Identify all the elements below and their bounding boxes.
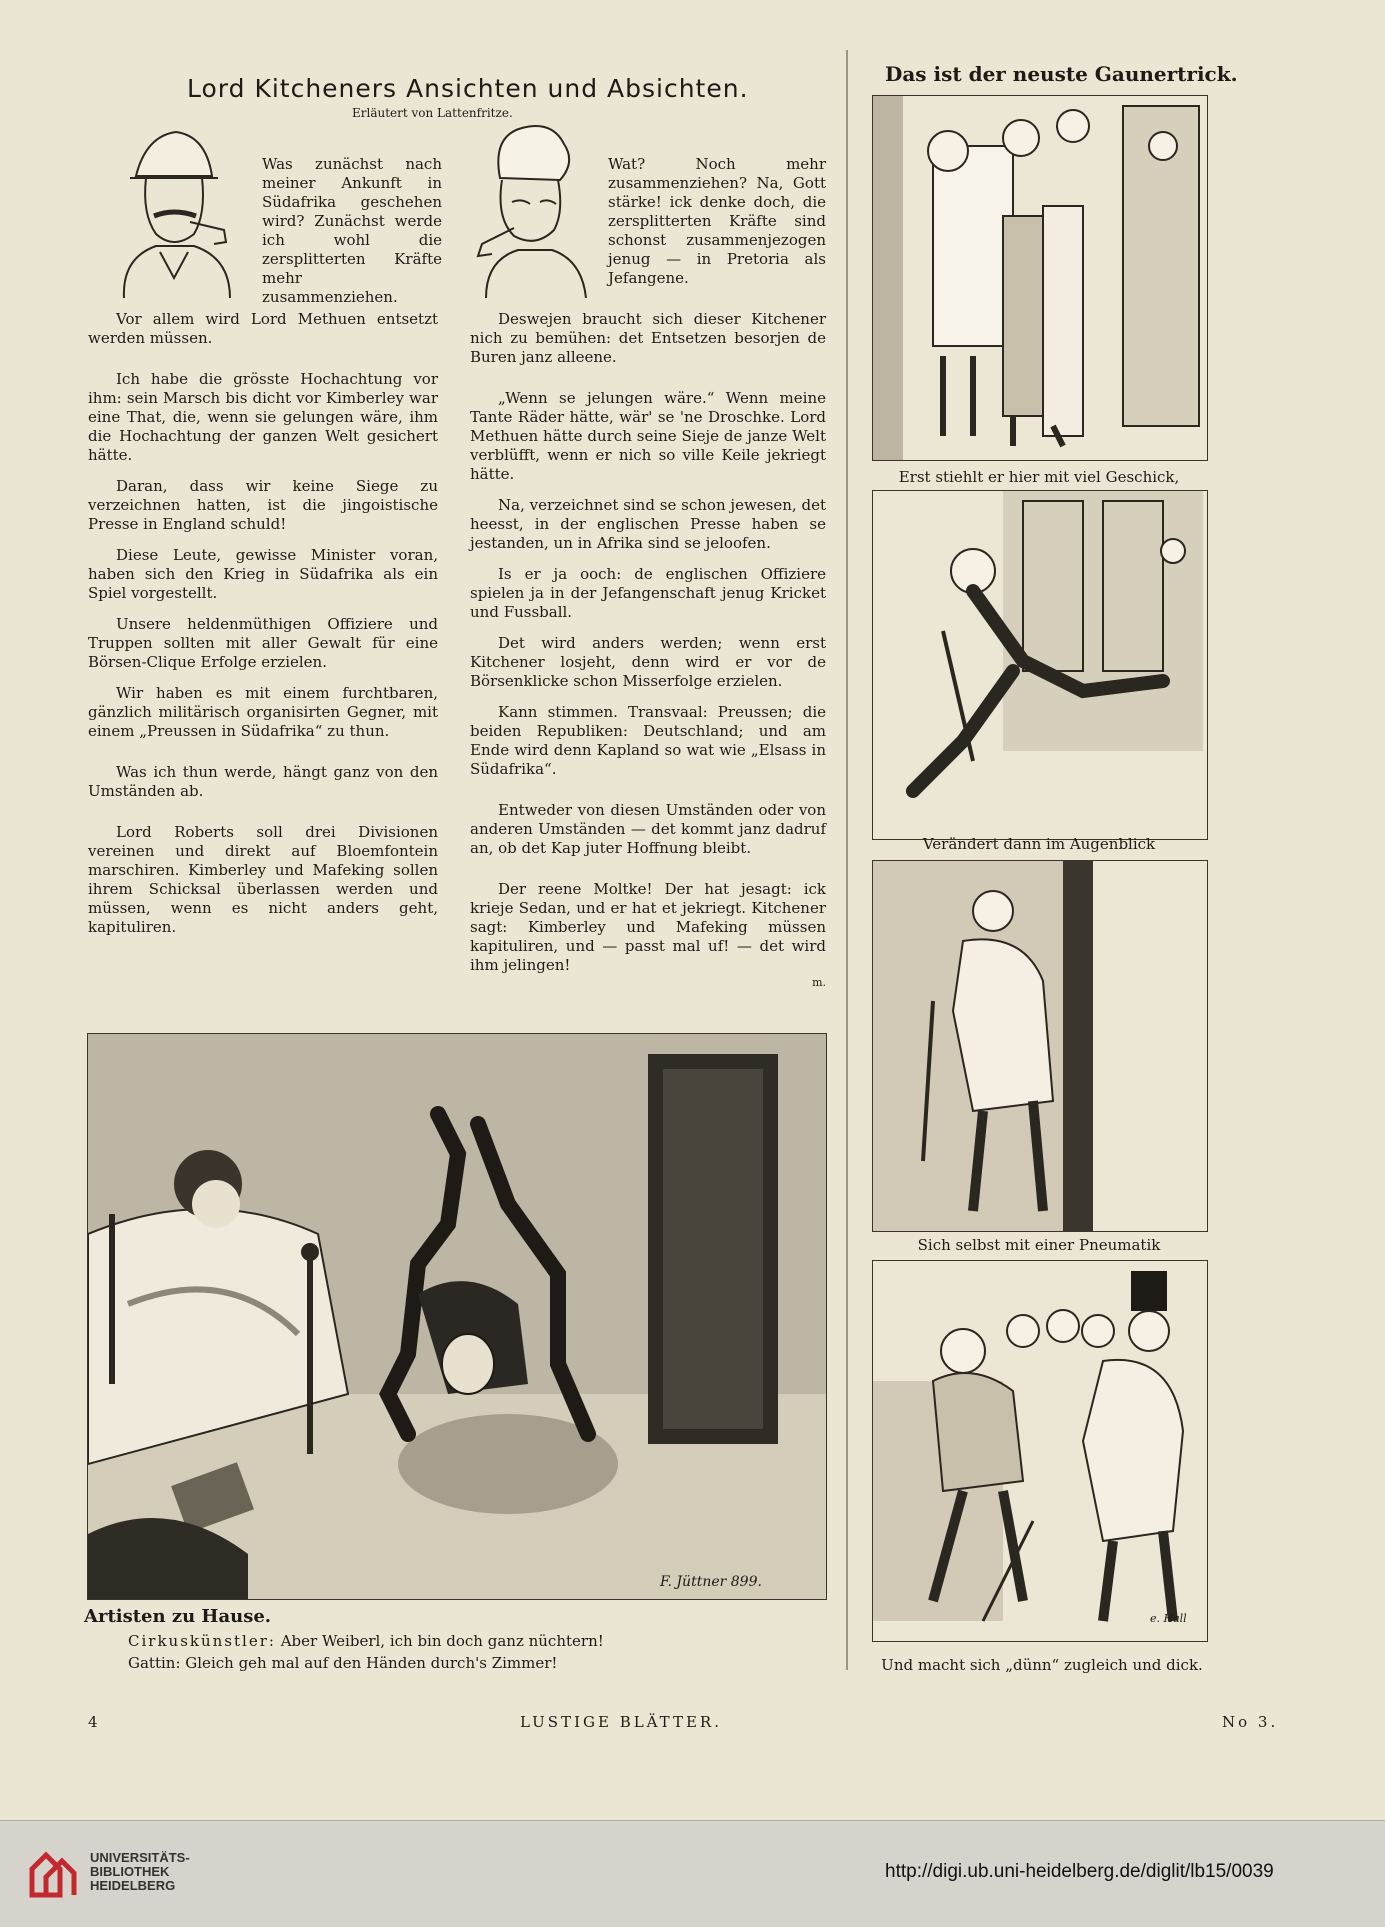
- gauner-caption-1: Erst stiehlt er hier mit viel Geschick,: [898, 468, 1180, 486]
- artisten-dialogue-line-2: [128, 1654, 557, 1672]
- lattenfritze-portrait: [452, 118, 612, 298]
- magazine-name: LUSTIGE BLÄTTER.: [520, 1713, 722, 1731]
- lattenfritze-paragraph: Kann stimmen. Transvaal: Preussen; die beiden Republiken: Deutschland; und am Ende wird denn Kapland so wat wie „Elsass in Südafrika“.: [470, 703, 826, 778]
- lattenfritze-paragraph: Der reene Moltke! Der hat jesagt: ick krieje Sedan, und er hat et jekriegt. Kitchener sagt: Kimberley und Mafeking müssen kapituliren, und — passt mal uf! — det wird ihm jelingen!: [470, 880, 826, 974]
- lattenfritze-paragraph: Det wird anders werden; wenn erst Kitchener losjeht, denn wird er vor de Börsenklicke schon Misserfolge erzielen.: [470, 634, 826, 690]
- kitchener-paragraph: Was ich thun werde, hängt ganz von den Umständen ab.: [88, 763, 438, 800]
- column-divider: [846, 50, 848, 1670]
- kitchener-portrait: [94, 118, 254, 298]
- kitchener-paragraph: Wir haben es mit einem furchtbaren, gänzlich militärisch organisirten Gegner, mit einem „Preussen in Südafrika“ zu thun.: [88, 684, 438, 740]
- gauner-title: Das ist der neuste Gaunertrick.: [885, 62, 1238, 86]
- kitchener-paragraph: Lord Roberts soll drei Divisionen vereinen und direkt auf Bloemfontein marschiren. Kimberley und Mafeking sollen ihrem Schicksal überlassen werden und müssen, wenn es nicht anders geht, kapituliren.: [88, 823, 438, 936]
- article-signature: m.: [812, 976, 826, 989]
- artisten-dialogue-line-1: [128, 1632, 604, 1650]
- lattenfritze-paragraph: Entweder von diesen Umständen oder von anderen Umständen — det kommt janz dadruf an, ob det Kap juter Hoffnung bleibt.: [470, 801, 826, 857]
- kitchener-intro-text: Was zunächst nach meiner Ankunft in Südafrika geschehen wird? Zunächst werde ich wohl die zersplitterten Kräfte mehr zusammenziehen.: [262, 155, 442, 306]
- kitchener-column: [88, 310, 438, 949]
- article-subtitle: Erläutert von Lattenfritze.: [352, 106, 513, 120]
- lattenfritze-paragraph: Is er ja ooch: de englischen Offiziere spielen ja in der Jefangenschaft jenug Kricket und Fussball.: [470, 565, 826, 621]
- library-logo-icon: [28, 1847, 78, 1899]
- gauner-panel-3: [872, 860, 1208, 1232]
- lattenfritze-column: [470, 310, 826, 992]
- kitchener-paragraph: Ich habe die grösste Hochachtung vor ihm: sein Marsch bis dicht vor Kimberley war eine That, die, wenn sie gelungen wäre, ihm die Hochachtung der ganzen Welt gesichert hätte.: [88, 370, 438, 464]
- gauner-panel-1: [872, 95, 1208, 461]
- artisten-illustration: [87, 1033, 827, 1600]
- artisten-text-1: Aber Weiberl, ich bin doch ganz nüchtern!: [280, 1632, 604, 1650]
- lattenfritze-paragraph: Deswejen braucht sich dieser Kitchener nich zu bemühen: det Entsetzen besorjen de Buren janz alleene.: [470, 310, 826, 366]
- gauner-artist-signature: e. Hall: [1150, 1612, 1187, 1625]
- kitchener-paragraph: Unsere heldenmüthigen Offiziere und Truppen sollten mit aller Gewalt für eine Börsen-Clique Erfolge erzielen.: [88, 615, 438, 671]
- gauner-panel-4: [872, 1260, 1208, 1642]
- library-bar: [0, 1820, 1385, 1927]
- library-name: UNIVERSITÄTS- BIBLIOTHEK HEIDELBERG: [90, 1850, 190, 1893]
- issue-number: No 3.: [1222, 1713, 1279, 1731]
- kitchener-paragraph: Diese Leute, gewisse Minister voran, haben sich den Krieg in Südafrika als ein Spiel vorgestellt.: [88, 546, 438, 602]
- kitchener-paragraph: Vor allem wird Lord Methuen entsetzt werden müssen.: [88, 310, 438, 347]
- gauner-caption-4: Und macht sich „dünn“ zugleich und dick.: [881, 1656, 1203, 1674]
- kitchener-paragraph: Daran, dass wir keine Siege zu verzeichnen hatten, ist die jingoistische Presse in England schuld!: [88, 477, 438, 533]
- gauner-caption-2: Verändert dann im Augenblick: [922, 835, 1156, 853]
- artisten-title: Artisten zu Hause.: [84, 1606, 272, 1627]
- lattenfritze-paragraph: Na, verzeichnet sind se schon jewesen, det heesst, in der englischen Presse haben se jestanden, un in Afrika sind se jeloofen.: [470, 496, 826, 552]
- lattenfritze-intro-text: Wat? Noch mehr zusammenziehen? Na, Gott stärke! ick denke doch, die zersplitterten Kräfte sind schonst zusammenjezogen jenug — in Pretoria als Jefangene.: [608, 155, 826, 287]
- source-url[interactable]: http://digi.ub.uni-heidelberg.de/diglit/lb15/0039: [885, 1861, 1274, 1882]
- gauner-panel-2: [872, 490, 1208, 840]
- page-number: 4: [88, 1713, 101, 1731]
- lattenfritze-paragraph: „Wenn se jelungen wäre.“ Wenn meine Tante Räder hätte, wär' se 'ne Droschke. Lord Methuen hätte durch seine Sieje de janze Welt verblüfft, wenn er nich so ville Keile jekriegt hätte.: [470, 389, 826, 483]
- artisten-artist-signature: F. Jüttner 899.: [660, 1574, 762, 1590]
- gauner-caption-3: Sich selbst mit einer Pneumatik: [917, 1236, 1161, 1254]
- artisten-text-2: Gleich geh mal auf den Händen durch's Zimmer!: [185, 1654, 558, 1672]
- artisten-speaker-1: Cirkuskünstler:: [128, 1632, 276, 1650]
- artisten-speaker-2: Gattin:: [128, 1654, 181, 1672]
- article-title: Lord Kitcheners Ansichten und Absichten.: [187, 74, 749, 103]
